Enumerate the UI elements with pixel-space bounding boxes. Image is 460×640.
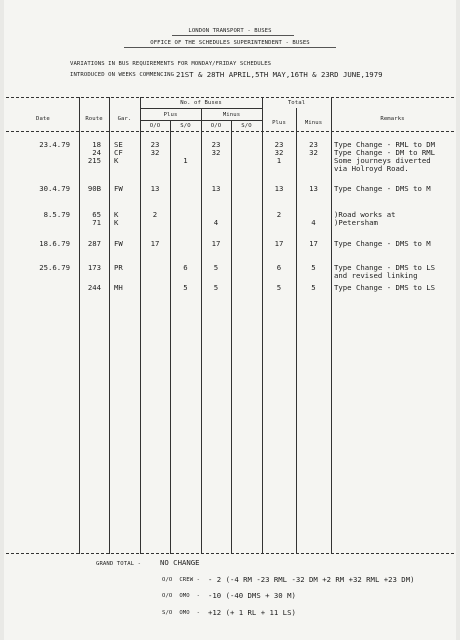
- cell-plus-so: 6: [183, 263, 188, 272]
- cell-garage: CF: [114, 148, 123, 157]
- cell-route: 287: [87, 239, 101, 248]
- cell-remarks: Type Change - DMS to LS: [334, 263, 436, 272]
- cell-minus-oo: 17: [211, 239, 221, 248]
- cell-route: 90B: [87, 184, 101, 193]
- cell-total-minus: 13: [309, 184, 318, 193]
- col-header-gar: Gar.: [117, 116, 132, 122]
- header-line-4-dates: 21ST & 28TH APRIL,5TH MAY,16TH & 23RD JUNE,1979: [176, 70, 383, 79]
- cell-remarks: Type Change - DMS to M: [334, 184, 431, 193]
- cell-route: 18: [92, 140, 101, 149]
- col-header-remarks: Remarks: [380, 116, 405, 122]
- cell-total-plus: 2: [276, 210, 282, 219]
- cell-route: 65: [92, 210, 101, 219]
- col-header-minus-so: S/O: [241, 123, 252, 129]
- cell-date: 25.6.79: [39, 263, 70, 272]
- header-line-3: VARIATIONS IN BUS REQUIREMENTS FOR MONDAY/FRIDAY SCHEDULES: [70, 61, 272, 67]
- cell-total-plus: 6: [276, 263, 282, 272]
- col-header-date: Date: [36, 116, 50, 122]
- header-line-1: LONDON TRANSPORT - BUSES: [188, 28, 272, 34]
- cell-garage: FW: [114, 184, 123, 193]
- cell-plus-oo: 17: [150, 239, 160, 248]
- col-divider-plus: [140, 97, 141, 554]
- cell-route: 173: [87, 263, 101, 272]
- col-header-minus-oo: O/O: [210, 123, 222, 129]
- col-divider-total: [262, 97, 263, 554]
- document-page: [4, 0, 456, 640]
- cell-minus-oo: 13: [211, 184, 221, 193]
- col-divider-plus-so: [170, 120, 171, 554]
- table-bottom-rule: [6, 553, 454, 554]
- cell-total-minus: 5: [311, 283, 316, 292]
- cell-total-minus: 23: [309, 140, 318, 149]
- cell-total-plus: 17: [274, 239, 284, 248]
- cell-date: 18.6.79: [39, 239, 70, 248]
- cell-date: 23.4.79: [39, 140, 70, 149]
- cell-remarks: and revised linking: [334, 271, 418, 280]
- cell-total-minus: 4: [311, 218, 316, 227]
- col-header-minus: Minus: [222, 112, 241, 118]
- cell-remarks: Type Change - DMS to M: [334, 239, 431, 248]
- cell-remarks: Type Change - RML to DM: [334, 140, 436, 149]
- cell-total-plus: 5: [276, 283, 282, 292]
- header-bottom-rule: [6, 131, 454, 132]
- col-divider-total-minus: [296, 108, 297, 554]
- cell-total-minus: 5: [311, 263, 316, 272]
- header-line-2: OFFICE OF THE SCHEDULES SUPERINTENDENT - BUSES: [150, 40, 310, 46]
- col-header-total: Total: [287, 100, 306, 106]
- cell-route: 24: [92, 148, 101, 157]
- cell-garage: SE: [114, 140, 123, 149]
- cell-total-plus: 1: [276, 156, 282, 165]
- col-header-plus-oo: O/O: [149, 123, 161, 129]
- header-line-4-prefix: INTRODUCED ON WEEKS COMMENCING: [70, 72, 175, 78]
- cell-remarks: )Petersham: [334, 218, 378, 227]
- cell-route: 215: [87, 156, 101, 165]
- col-divider-minus: [201, 108, 202, 554]
- cell-garage: K: [114, 210, 119, 219]
- cell-total-minus: 17: [309, 239, 318, 248]
- col-header-plus-so: S/O: [180, 123, 191, 129]
- col-header-total-plus: Plus: [272, 120, 286, 126]
- cell-total-plus: 13: [274, 184, 284, 193]
- cell-date: 8.5.79: [43, 210, 70, 219]
- footer-value-oo-crew: - 2 (-4 RM -23 RML -32 DM +2 RM +32 RML +23 DM): [208, 575, 415, 584]
- footer-value-so-omo: +12 (+ 1 RL + 11 LS): [208, 608, 296, 617]
- col-header-total-minus: Minus: [304, 120, 323, 126]
- col-divider-minus-so: [231, 120, 232, 554]
- cell-remarks: Type Change - DMS to LS: [334, 283, 436, 292]
- cell-remarks: Type Change - DM to RML: [334, 148, 436, 157]
- footer-value-oo-omo: -10 (-40 DMS + 30 M): [208, 591, 296, 600]
- col-divider-gar: [109, 97, 110, 554]
- cell-total-minus: 32: [309, 148, 318, 157]
- cell-minus-oo: 5: [213, 263, 219, 272]
- cell-remarks: via Holroyd Road.: [334, 164, 409, 173]
- cell-plus-so: 1: [183, 156, 188, 165]
- cell-minus-oo: 5: [213, 283, 219, 292]
- cell-garage: K: [114, 156, 119, 165]
- cell-minus-oo: 23: [211, 140, 221, 149]
- cell-garage: FW: [114, 239, 123, 248]
- grand-total-label: GRAND TOTAL -: [96, 561, 142, 567]
- header-underline-2: [124, 47, 336, 48]
- col-divider-route: [79, 97, 80, 554]
- header-underline-1: [172, 35, 294, 36]
- cell-minus-oo: 4: [213, 218, 219, 227]
- col-divider-remarks: [331, 97, 332, 554]
- cell-garage: MH: [114, 283, 123, 292]
- cell-total-plus: 23: [274, 140, 284, 149]
- cell-garage: PR: [114, 263, 123, 272]
- footer-label-oo-omo: O/O OMO -: [162, 593, 201, 599]
- cell-plus-oo: 23: [150, 140, 160, 149]
- footer-label-so-omo: S/O OMO -: [162, 610, 201, 616]
- cell-minus-oo: 32: [211, 148, 221, 157]
- cell-date: 30.4.79: [39, 184, 70, 193]
- cell-plus-oo: 13: [150, 184, 160, 193]
- cell-plus-oo: 32: [150, 148, 160, 157]
- cell-plus-oo: 2: [152, 210, 158, 219]
- footer-label-oo-crew: O/O CREW -: [162, 577, 201, 583]
- col-header-no-of-buses: No. of Buses: [180, 100, 222, 106]
- cell-total-plus: 32: [274, 148, 284, 157]
- grand-total-value: NO CHANGE: [160, 558, 200, 567]
- cell-remarks: )Road works at: [334, 210, 396, 219]
- table-top-rule: [6, 97, 454, 98]
- cell-route: 244: [87, 283, 101, 292]
- cell-garage: K: [114, 218, 119, 227]
- col-header-plus: Plus: [163, 112, 178, 118]
- cell-remarks: Some journeys diverted: [334, 156, 431, 165]
- col-header-route: Route: [85, 116, 103, 122]
- cell-plus-so: 5: [183, 283, 188, 292]
- cell-route: 71: [92, 218, 101, 227]
